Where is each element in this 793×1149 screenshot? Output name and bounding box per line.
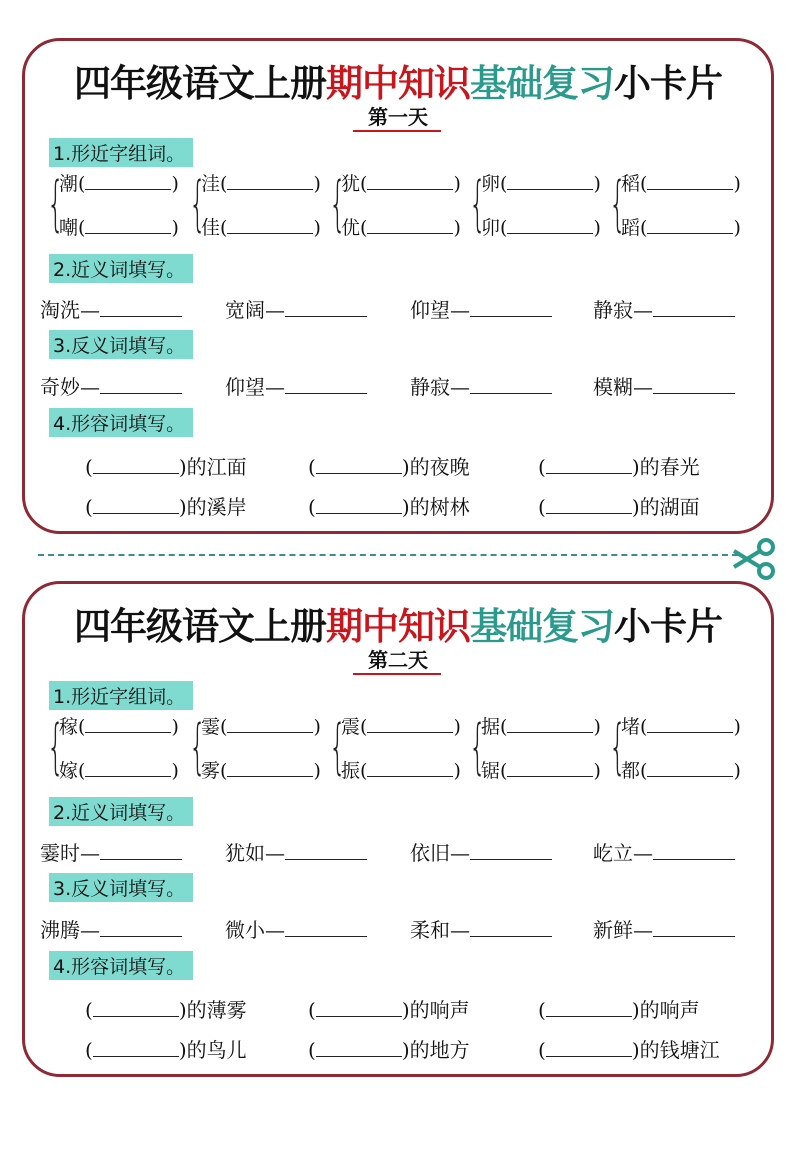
answer-blank[interactable] <box>316 996 402 1017</box>
word-item <box>40 294 182 323</box>
noun-phrase: 的夜晚 <box>409 455 470 479</box>
char-pair <box>47 712 187 786</box>
answer-blank[interactable] <box>470 296 552 317</box>
answer-blank[interactable] <box>367 756 453 777</box>
word: 仰望— <box>225 375 285 399</box>
word: 柔和— <box>410 918 470 942</box>
answer-blank[interactable] <box>647 169 733 190</box>
answer-blank[interactable] <box>653 916 735 937</box>
noun-phrase: 的响声 <box>639 998 700 1022</box>
word-item <box>410 914 552 943</box>
char-pair <box>609 712 749 786</box>
answer-blank[interactable] <box>653 839 735 860</box>
section-heading: 3.反义词填写。 <box>49 873 193 902</box>
char: 都 <box>621 760 641 782</box>
char-item: 卵( ) <box>481 169 601 196</box>
char: 霎 <box>201 716 221 738</box>
word: 微小— <box>225 918 285 942</box>
answer-blank[interactable] <box>285 839 367 860</box>
char-pair <box>329 712 469 786</box>
char-item: 洼( ) <box>201 169 321 196</box>
adjective-item: ( )的江面 <box>85 455 247 479</box>
answer-blank[interactable] <box>227 756 313 777</box>
adjective-item: ( )的钱塘江 <box>538 1038 720 1062</box>
card-title <box>25 53 771 107</box>
char-pair <box>329 169 469 243</box>
word: 静寂— <box>593 298 653 322</box>
brace: { <box>469 169 487 239</box>
answer-blank[interactable] <box>227 169 313 190</box>
answer-blank[interactable] <box>93 493 179 514</box>
adjective-item: ( )的响声 <box>308 998 470 1022</box>
word: 霎时— <box>40 841 100 865</box>
char-pair <box>47 169 187 243</box>
char: 潮 <box>59 173 79 195</box>
char-pair <box>189 712 329 786</box>
answer-blank[interactable] <box>546 453 632 474</box>
noun-phrase: 的响声 <box>409 998 470 1022</box>
answer-blank[interactable] <box>227 712 313 733</box>
answer-blank[interactable] <box>100 373 182 394</box>
char-item: 据( ) <box>481 712 601 739</box>
section-heading: 1.形近字组词。 <box>49 138 193 167</box>
answer-blank[interactable] <box>85 756 171 777</box>
title-part2: 期中知识 <box>326 62 470 105</box>
char: 堵 <box>621 716 641 738</box>
answer-blank[interactable] <box>546 996 632 1017</box>
title-part4: 小卡片 <box>614 62 722 105</box>
answer-blank[interactable] <box>85 213 171 234</box>
answer-blank[interactable] <box>316 453 402 474</box>
answer-blank[interactable] <box>93 1036 179 1057</box>
brace: { <box>189 712 207 782</box>
char-item: 卯( ) <box>481 213 601 240</box>
section-heading: 3.反义词填写。 <box>49 330 193 359</box>
answer-blank[interactable] <box>93 453 179 474</box>
answer-blank[interactable] <box>546 493 632 514</box>
char: 优 <box>341 217 361 239</box>
section-heading: 4.形容词填写。 <box>49 408 193 437</box>
noun-phrase: 的鸟儿 <box>186 1038 247 1062</box>
worksheet-card <box>22 581 774 1077</box>
adjective-item: ( )的地方 <box>308 1038 470 1062</box>
word-item <box>40 837 182 866</box>
char-item: 霎( ) <box>201 712 321 739</box>
answer-blank[interactable] <box>647 213 733 234</box>
brace: { <box>47 169 65 239</box>
word: 静寂— <box>410 375 470 399</box>
answer-blank[interactable] <box>285 296 367 317</box>
char-item: 嘲( ) <box>59 213 179 240</box>
char: 佳 <box>201 217 221 239</box>
answer-blank[interactable] <box>367 169 453 190</box>
adjective-item: ( )的夜晚 <box>308 455 470 479</box>
word: 奇妙— <box>40 375 100 399</box>
answer-blank[interactable] <box>507 756 593 777</box>
word-item <box>593 294 735 323</box>
char-pair <box>189 169 329 243</box>
word: 犹如— <box>225 841 285 865</box>
char: 嘲 <box>59 217 79 239</box>
noun-phrase: 的地方 <box>409 1038 470 1062</box>
answer-blank[interactable] <box>647 756 733 777</box>
char-item: 锯( ) <box>481 756 601 783</box>
brace: { <box>47 712 65 782</box>
answer-blank[interactable] <box>507 169 593 190</box>
card-title <box>25 596 771 650</box>
adjective-item: ( )的鸟儿 <box>85 1038 247 1062</box>
answer-blank[interactable] <box>316 1036 402 1057</box>
answer-blank[interactable] <box>653 296 735 317</box>
word-item <box>410 837 552 866</box>
word: 新鲜— <box>593 918 653 942</box>
answer-blank[interactable] <box>367 213 453 234</box>
word: 依旧— <box>410 841 470 865</box>
word: 模糊— <box>593 375 653 399</box>
char-item: 优( ) <box>341 213 461 240</box>
answer-blank[interactable] <box>285 373 367 394</box>
noun-phrase: 的树林 <box>409 495 470 519</box>
brace: { <box>609 169 627 239</box>
char-item: 潮( ) <box>59 169 179 196</box>
answer-blank[interactable] <box>93 996 179 1017</box>
cut-line <box>38 554 738 556</box>
answer-blank[interactable] <box>100 916 182 937</box>
answer-blank[interactable] <box>227 213 313 234</box>
adjective-item: ( )的响声 <box>538 998 700 1022</box>
brace: { <box>329 712 347 782</box>
worksheet-card <box>22 38 774 534</box>
word-item <box>410 294 552 323</box>
char-item: 佳( ) <box>201 213 321 240</box>
word: 仰望— <box>410 298 470 322</box>
char: 卵 <box>481 173 501 195</box>
char: 振 <box>341 760 361 782</box>
answer-blank[interactable] <box>316 493 402 514</box>
answer-blank[interactable] <box>470 916 552 937</box>
char-item: 稼( ) <box>59 712 179 739</box>
char: 据 <box>481 716 501 738</box>
noun-phrase: 的薄雾 <box>186 998 247 1022</box>
title-part1: 四年级语文上册 <box>74 605 326 648</box>
word-item <box>225 837 367 866</box>
answer-blank[interactable] <box>85 712 171 733</box>
char: 蹈 <box>621 217 641 239</box>
char-item: 振( ) <box>341 756 461 783</box>
section-heading: 2.近义词填写。 <box>49 254 193 283</box>
char: 雾 <box>201 760 221 782</box>
title-part2: 期中知识 <box>326 605 470 648</box>
char: 犹 <box>341 173 361 195</box>
char-item: 犹( ) <box>341 169 461 196</box>
title-part4: 小卡片 <box>614 605 722 648</box>
answer-blank[interactable] <box>285 916 367 937</box>
noun-phrase: 的江面 <box>186 455 247 479</box>
answer-blank[interactable] <box>546 1036 632 1057</box>
char-item: 都( ) <box>621 756 741 783</box>
char-pair <box>469 712 609 786</box>
answer-blank[interactable] <box>653 373 735 394</box>
word-item <box>225 914 367 943</box>
answer-blank[interactable] <box>85 169 171 190</box>
word-item <box>410 371 552 400</box>
answer-blank[interactable] <box>507 213 593 234</box>
brace: { <box>469 712 487 782</box>
word: 淘洗— <box>40 298 100 322</box>
answer-blank[interactable] <box>647 712 733 733</box>
char-item: 稻( ) <box>621 169 741 196</box>
char: 嫁 <box>59 760 79 782</box>
title-part3: 基础复习 <box>470 605 614 648</box>
brace: { <box>609 712 627 782</box>
title-part3: 基础复习 <box>470 62 614 105</box>
section-heading: 4.形容词填写。 <box>49 951 193 980</box>
word-item <box>225 294 367 323</box>
char-pair <box>609 169 749 243</box>
char-item: 蹈( ) <box>621 213 741 240</box>
word-item <box>593 371 735 400</box>
word-item <box>40 914 182 943</box>
answer-blank[interactable] <box>100 296 182 317</box>
char-item: 震( ) <box>341 712 461 739</box>
answer-blank[interactable] <box>470 839 552 860</box>
adjective-item: ( )的溪岸 <box>85 495 247 519</box>
word-item <box>225 371 367 400</box>
day-underline <box>353 130 441 132</box>
word-item <box>40 371 182 400</box>
brace: { <box>329 169 347 239</box>
title-part1: 四年级语文上册 <box>74 62 326 105</box>
adjective-item: ( )的春光 <box>538 455 700 479</box>
adjective-item: ( )的树林 <box>308 495 470 519</box>
char: 卯 <box>481 217 501 239</box>
noun-phrase: 的溪岸 <box>186 495 247 519</box>
char-item: 雾( ) <box>201 756 321 783</box>
answer-blank[interactable] <box>367 712 453 733</box>
char-item: 嫁( ) <box>59 756 179 783</box>
char-item: 堵( ) <box>621 712 741 739</box>
day-underline <box>353 673 441 675</box>
answer-blank[interactable] <box>470 373 552 394</box>
noun-phrase: 的钱塘江 <box>639 1038 720 1062</box>
noun-phrase: 的湖面 <box>639 495 700 519</box>
word: 沸腾— <box>40 918 100 942</box>
char: 稼 <box>59 716 79 738</box>
char-pair <box>469 169 609 243</box>
brace: { <box>189 169 207 239</box>
day-label: 第二天 <box>368 648 428 672</box>
char: 稻 <box>621 173 641 195</box>
adjective-item: ( )的薄雾 <box>85 998 247 1022</box>
word-item <box>593 914 735 943</box>
word: 宽阔— <box>225 298 285 322</box>
char: 震 <box>341 716 361 738</box>
answer-blank[interactable] <box>507 712 593 733</box>
char: 锯 <box>481 760 501 782</box>
word-item <box>593 837 735 866</box>
scissors-icon <box>730 537 778 581</box>
adjective-item: ( )的湖面 <box>538 495 700 519</box>
section-heading: 1.形近字组词。 <box>49 681 193 710</box>
word: 屹立— <box>593 841 653 865</box>
answer-blank[interactable] <box>100 839 182 860</box>
noun-phrase: 的春光 <box>639 455 700 479</box>
section-heading: 2.近义词填写。 <box>49 797 193 826</box>
char: 洼 <box>201 173 221 195</box>
day-label: 第一天 <box>368 105 428 129</box>
